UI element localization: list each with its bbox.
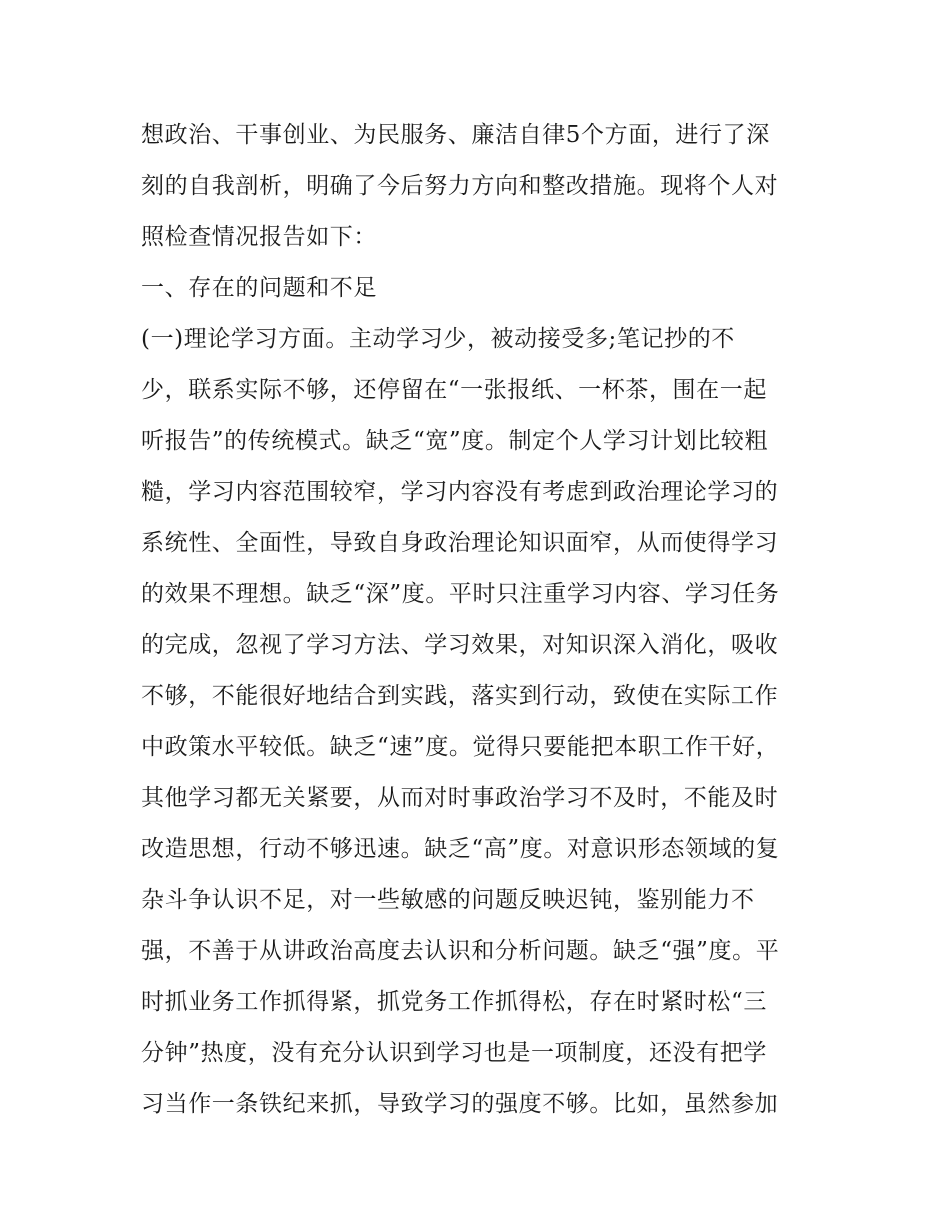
text-line: 听报告”的传统模式。缺乏“宽”度。制定个人学习计划比较粗 bbox=[141, 428, 769, 454]
text-line: 中政策水平较低。缺乏“速”度。觉得只要能把本职工作干好， bbox=[141, 734, 780, 760]
text-line: 分钟”热度，没有充分认识到学习也是一项制度，还没有把学 bbox=[141, 1040, 767, 1066]
section-heading: 一、存在的问题和不足 bbox=[141, 275, 377, 301]
text-line: 的完成，忽视了学习方法、学习效果，对知识深入消化，吸收 bbox=[141, 632, 779, 658]
text-line: 强，不善于从讲政治高度去认识和分析问题。缺乏“强”度。平 bbox=[141, 938, 780, 964]
text-line: 时抓业务工作抓得紧，抓党务工作抓得松，存在时紧时松“三 bbox=[141, 989, 767, 1015]
text-line: 其他学习都无关紧要，从而对时事政治学习不及时，不能及时 bbox=[141, 785, 779, 811]
text-line: 改造思想，行动不够迅速。缺乏“高”度。对意识形态领域的复 bbox=[141, 836, 780, 862]
text-line: 刻的自我剖析，明确了今后努力方向和整改措施。现将个人对 bbox=[141, 173, 779, 199]
text-line: 糙，学习内容范围较窄，学习内容没有考虑到政治理论学习的 bbox=[141, 479, 779, 505]
text-line: 不够，不能很好地结合到实践，落实到行动，致使在实际工作 bbox=[141, 683, 779, 709]
text-line: 想政治、干事创业、为民服务、廉洁自律5个方面，进行了深 bbox=[141, 122, 770, 148]
text-line: 系统性、全面性，导致自身政治理论知识面窄，从而使得学习 bbox=[141, 530, 779, 556]
text-line: 习当作一条铁纪来抓，导致学习的强度不够。比如，虽然参加 bbox=[141, 1091, 779, 1117]
text-line: 照检查情况报告如下： bbox=[141, 224, 377, 250]
text-line: 杂斗争认识不足，对一些敏感的问题反映迟钝，鉴别能力不 bbox=[141, 887, 755, 913]
text-line: 少，联系实际不够，还停留在“一张报纸、一杯茶，围在一起 bbox=[141, 377, 767, 403]
text-line: (一)理论学习方面。主动学习少，被动接受多;笔记抄的不 bbox=[141, 326, 735, 352]
text-line: 的效果不理想。缺乏“深”度。平时只注重学习内容、学习任务 bbox=[141, 581, 780, 607]
document-body bbox=[141, 110, 831, 1130]
